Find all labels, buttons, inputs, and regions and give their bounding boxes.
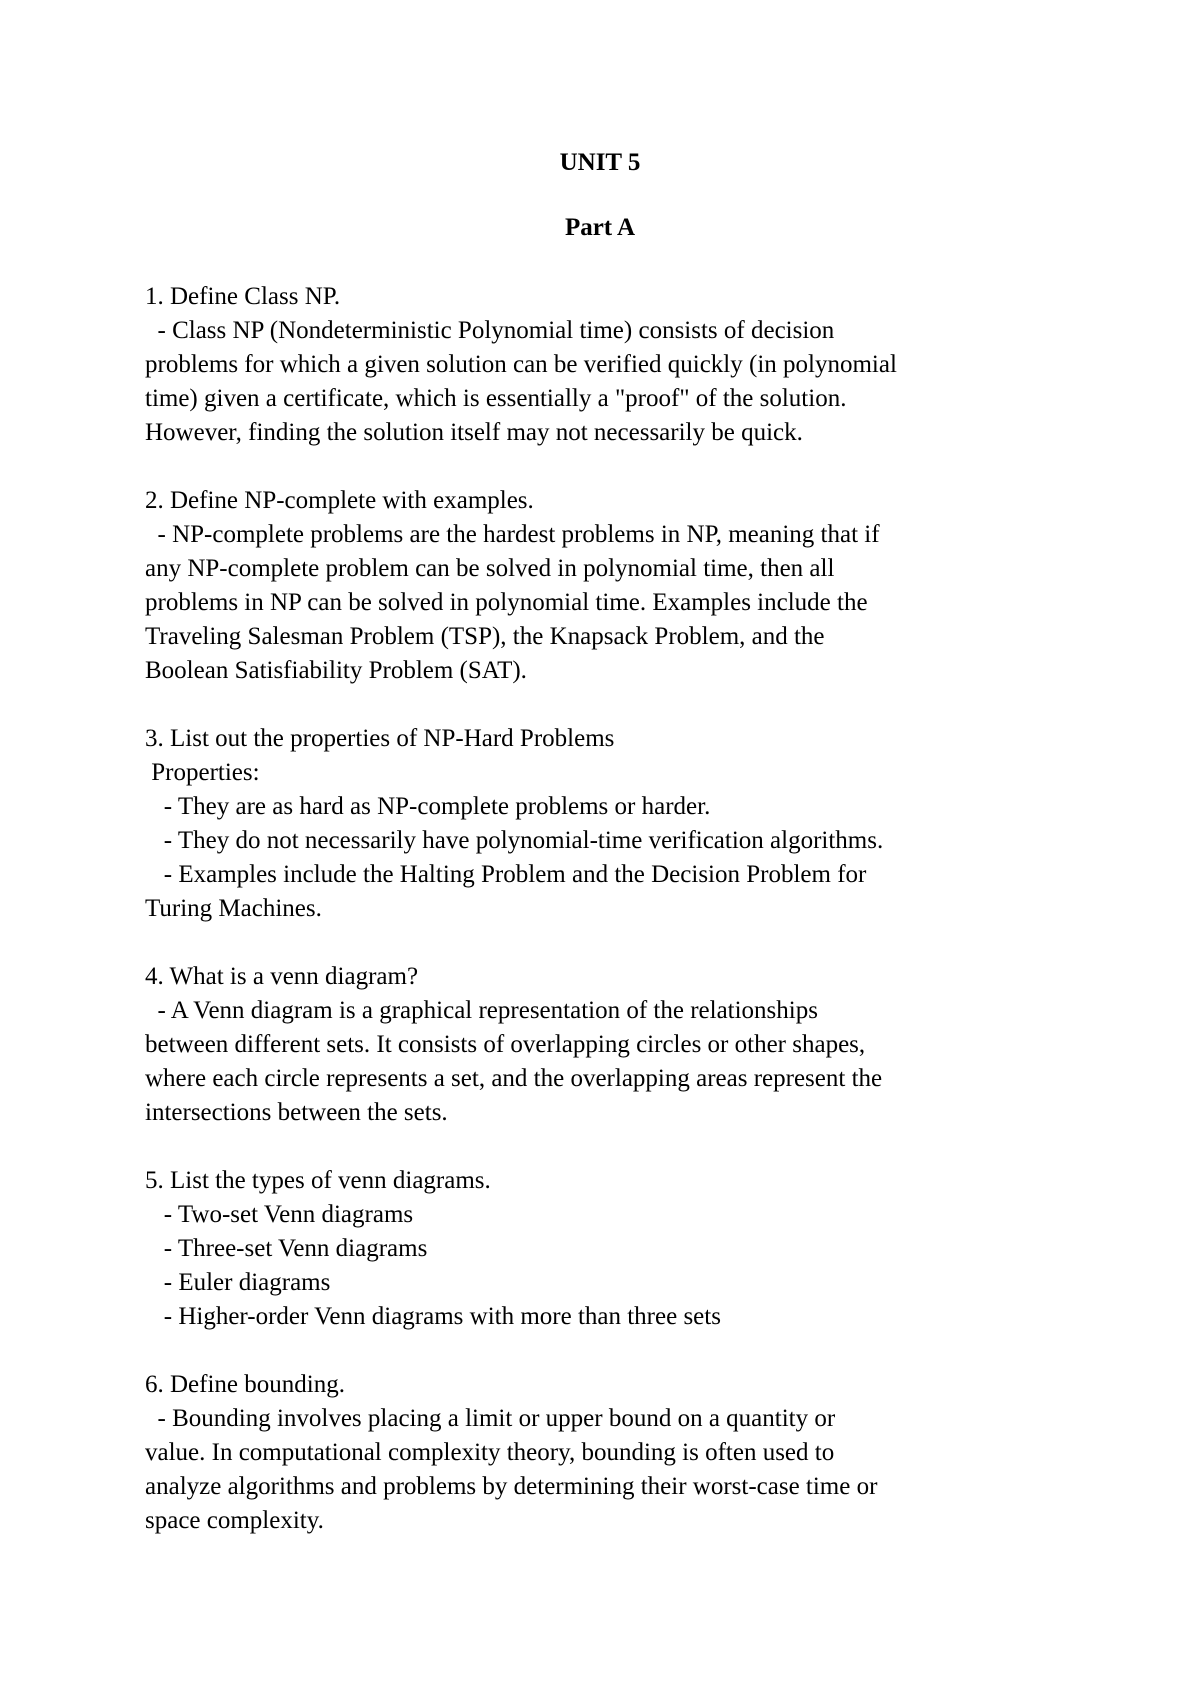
answer-line: - Two-set Venn diagrams bbox=[145, 1201, 414, 1228]
question-block bbox=[145, 280, 1095, 450]
question-block bbox=[145, 484, 1095, 688]
question-block bbox=[145, 722, 1095, 926]
answer-line: - A Venn diagram is a graphical representation of the relationships bbox=[145, 997, 818, 1024]
answer-line: - Three-set Venn diagrams bbox=[145, 1235, 428, 1262]
answer-line: value. In computational complexity theory, bounding is often used to bbox=[145, 1439, 835, 1466]
answer-line: problems in NP can be solved in polynomial time. Examples include the bbox=[145, 589, 868, 616]
paragraph-gap bbox=[145, 1130, 1095, 1164]
answer-line: - Higher-order Venn diagrams with more than three sets bbox=[145, 1303, 721, 1330]
answer-line: - Bounding involves placing a limit or upper bound on a quantity or bbox=[145, 1405, 836, 1432]
answer-line: between different sets. It consists of overlapping circles or other shapes, bbox=[145, 1031, 866, 1058]
question-line: 4. What is a venn diagram? bbox=[145, 963, 419, 990]
question-line: 3. List out the properties of NP-Hard Problems bbox=[145, 725, 615, 752]
question-block bbox=[145, 960, 1095, 1130]
paragraph-gap bbox=[145, 688, 1095, 722]
answer-line: Boolean Satisfiability Problem (SAT). bbox=[145, 657, 527, 684]
answer-line: - Examples include the Halting Problem and the Decision Problem for bbox=[145, 861, 867, 888]
paragraph-gap bbox=[145, 926, 1095, 960]
answer-line: analyze algorithms and problems by determining their worst-case time or bbox=[145, 1473, 878, 1500]
question-line: 2. Define NP-complete with examples. bbox=[145, 487, 534, 514]
answer-line: - NP-complete problems are the hardest problems in NP, meaning that if bbox=[145, 521, 880, 548]
paragraph-gap bbox=[145, 450, 1095, 484]
answer-line: However, finding the solution itself may not necessarily be quick. bbox=[145, 419, 803, 446]
answer-line: any NP-complete problem can be solved in polynomial time, then all bbox=[145, 555, 835, 582]
questions-list bbox=[145, 280, 1095, 1538]
answer-line: - Euler diagrams bbox=[145, 1269, 331, 1296]
answer-line: space complexity. bbox=[145, 1507, 324, 1534]
question-line: 1. Define Class NP. bbox=[145, 283, 341, 310]
question-block bbox=[145, 1368, 1095, 1538]
answer-line: time) given a certificate, which is essentially a "proof" of the solution. bbox=[145, 385, 847, 412]
question-line: 6. Define bounding. bbox=[145, 1371, 345, 1398]
answer-line: Turing Machines. bbox=[145, 895, 322, 922]
answer-line: where each circle represents a set, and the overlapping areas represent the bbox=[145, 1065, 883, 1092]
answer-line: intersections between the sets. bbox=[145, 1099, 448, 1126]
question-line: 5. List the types of venn diagrams. bbox=[145, 1167, 491, 1194]
unit-title: UNIT 5 bbox=[559, 149, 641, 176]
answer-line: - Class NP (Nondeterministic Polynomial time) consists of decision bbox=[145, 317, 835, 344]
answer-line: - They do not necessarily have polynomial-time verification algorithms. bbox=[145, 827, 884, 854]
answer-line: Properties: bbox=[145, 759, 260, 786]
answer-line: problems for which a given solution can be verified quickly (in polynomial bbox=[145, 351, 897, 378]
part-title: Part A bbox=[564, 214, 636, 241]
question-block bbox=[145, 1164, 1095, 1334]
answer-line: Traveling Salesman Problem (TSP), the Knapsack Problem, and the bbox=[145, 623, 825, 650]
answer-line: - They are as hard as NP-complete problems or harder. bbox=[145, 793, 711, 820]
paragraph-gap bbox=[145, 1334, 1095, 1368]
